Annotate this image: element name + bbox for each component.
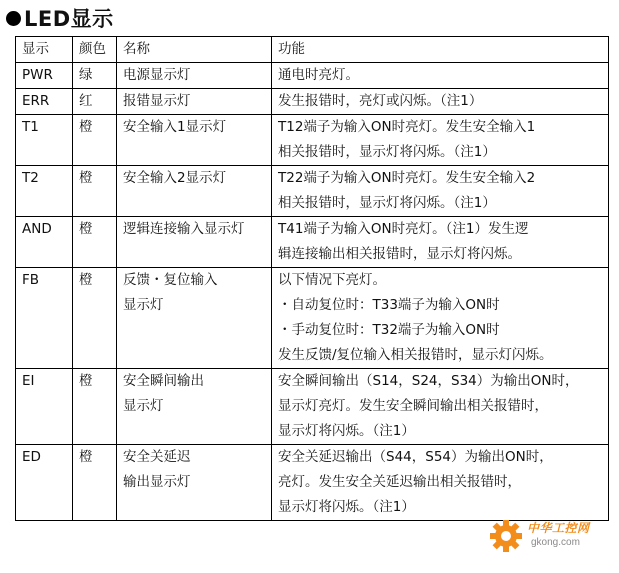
cell-function-line: 显示灯亮灯。发生安全瞬间输出相关报错时， xyxy=(278,398,548,414)
col-header-color: 颜色 xyxy=(73,37,117,63)
cell-name xyxy=(117,268,272,369)
cell-function-line: ・手动复位时：T32端子为输入ON时 xyxy=(278,322,500,338)
watermark-title: 中华工控网 xyxy=(527,521,590,535)
cell-display: PWR xyxy=(16,63,73,89)
cell-display: T2 xyxy=(16,166,73,217)
cell-function-line: 显示灯将闪烁。（注1） xyxy=(278,423,415,439)
cell-name-line: 逻辑连接输入显示灯 xyxy=(123,221,245,237)
cell-function-line: 亮灯。发生安全关延迟输出相关报错时， xyxy=(278,474,521,490)
cell-name xyxy=(117,445,272,521)
cell-display: ERR xyxy=(16,89,73,115)
cell-function-line: ・自动复位时：T33端子为输入ON时 xyxy=(278,297,500,313)
table-row xyxy=(16,268,609,369)
cell-name-line: 电源显示灯 xyxy=(123,67,191,83)
cell-function xyxy=(272,445,609,521)
cell-function-line: 发生反馈/复位输入相关报错时，显示灯闪烁。 xyxy=(278,347,553,363)
gear-icon xyxy=(489,519,523,553)
cell-color: 红 xyxy=(73,89,117,115)
header-row xyxy=(16,37,609,63)
table-row xyxy=(16,445,609,521)
cell-display: AND xyxy=(16,217,73,268)
cell-color: 橙 xyxy=(73,445,117,521)
cell-color: 橙 xyxy=(73,166,117,217)
cell-function-line: T12端子为输入ON时亮灯。发生安全输入1 xyxy=(278,119,536,135)
cell-function-line: 安全关延迟输出（S44，S54）为输出ON时， xyxy=(278,449,553,465)
watermark-logo xyxy=(489,515,609,561)
cell-name-line: 安全输入1显示灯 xyxy=(123,119,227,135)
cell-color: 橙 xyxy=(73,369,117,445)
cell-function-line: 显示灯将闪烁。（注1） xyxy=(278,499,415,515)
col-header-display: 显示 xyxy=(16,37,73,63)
table-row xyxy=(16,115,609,166)
cell-name-line: 报错显示灯 xyxy=(123,93,191,109)
cell-name-line: 输出显示灯 xyxy=(123,474,191,490)
cell-name-line: 显示灯 xyxy=(123,398,164,414)
cell-name-line: 安全输入2显示灯 xyxy=(123,170,227,186)
cell-name-line: 安全瞬间输出 xyxy=(123,373,204,389)
cell-name xyxy=(117,369,272,445)
cell-display: ED xyxy=(16,445,73,521)
cell-function-line: 辑连接输出相关报错时，显示灯将闪烁。 xyxy=(278,246,521,262)
cell-color: 橙 xyxy=(73,217,117,268)
cell-function-line: 以下情况下亮灯。 xyxy=(278,272,386,288)
cell-display: EI xyxy=(16,369,73,445)
cell-function xyxy=(272,166,609,217)
cell-name xyxy=(117,166,272,217)
cell-function-line: T22端子为输入ON时亮灯。发生安全输入2 xyxy=(278,170,536,186)
cell-name-line: 安全关延迟 xyxy=(123,449,191,465)
table-row xyxy=(16,217,609,268)
section-heading xyxy=(6,4,114,32)
cell-color: 绿 xyxy=(73,63,117,89)
cell-display: FB xyxy=(16,268,73,369)
cell-name-line: 反馈・复位输入 xyxy=(123,272,218,288)
cell-function xyxy=(272,369,609,445)
cell-name xyxy=(117,115,272,166)
cell-name xyxy=(117,89,272,115)
cell-function-line: 相关报错时，显示灯将闪烁。（注1） xyxy=(278,195,496,211)
table-body xyxy=(16,63,609,521)
cell-function-line: T41端子为输入ON时亮灯。（注1）发生逻 xyxy=(278,221,529,237)
led-table xyxy=(15,36,609,521)
table-row xyxy=(16,369,609,445)
col-header-function: 功能 xyxy=(272,37,609,63)
cell-name-line: 显示灯 xyxy=(123,297,164,313)
cell-name xyxy=(117,217,272,268)
cell-function-line: 通电时亮灯。 xyxy=(278,67,359,83)
cell-function xyxy=(272,268,609,369)
cell-function-line: 相关报错时，显示灯将闪烁。（注1） xyxy=(278,144,496,160)
cell-color: 橙 xyxy=(73,115,117,166)
table-row xyxy=(16,89,609,115)
col-header-name: 名称 xyxy=(117,37,272,63)
table-row xyxy=(16,166,609,217)
cell-function-line: 安全瞬间输出（S14，S24，S34）为输出ON时， xyxy=(278,373,579,389)
heading-text: LED显示 xyxy=(24,7,114,31)
bullet-icon xyxy=(6,11,21,26)
cell-function xyxy=(272,115,609,166)
table-row xyxy=(16,63,609,89)
cell-function xyxy=(272,217,609,268)
cell-function xyxy=(272,63,609,89)
cell-display: T1 xyxy=(16,115,73,166)
cell-function xyxy=(272,89,609,115)
cell-color: 橙 xyxy=(73,268,117,369)
cell-function-line: 发生报错时，亮灯或闪烁。（注1） xyxy=(278,93,483,109)
cell-name xyxy=(117,63,272,89)
watermark-url: gkong.com xyxy=(531,537,580,548)
